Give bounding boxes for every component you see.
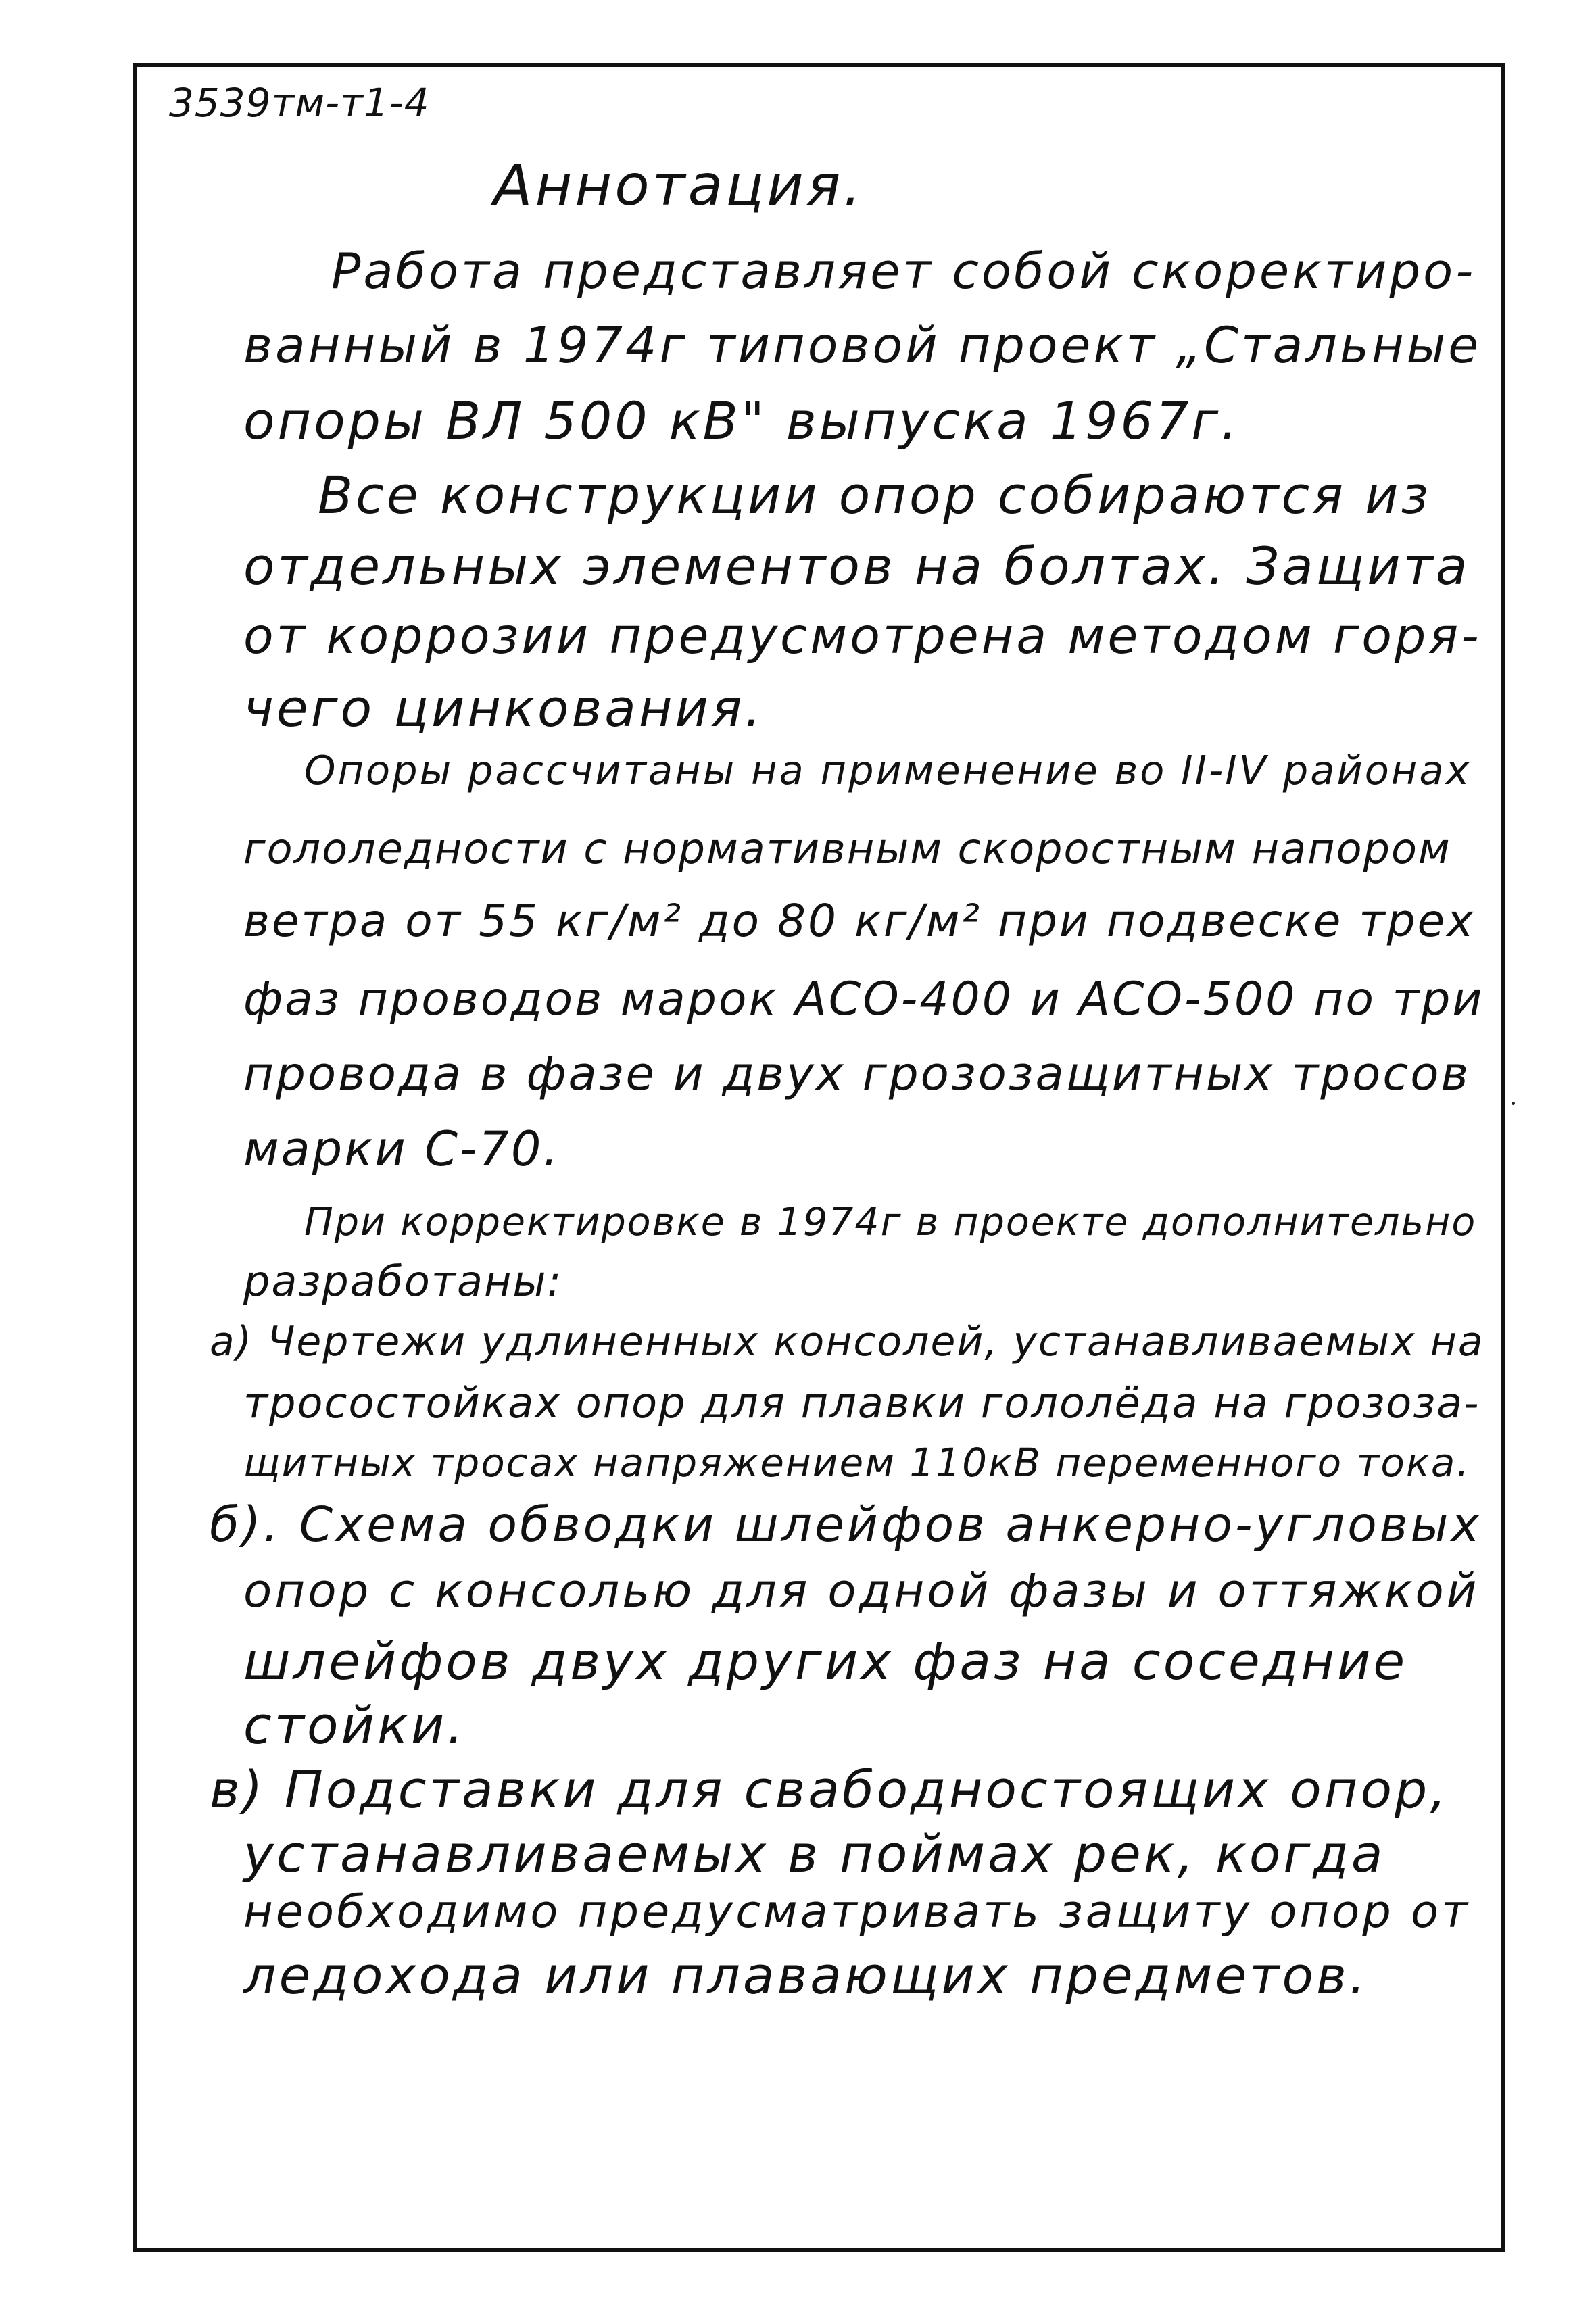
annotation-line: При корректировке в 1974г в проекте дополнительно: [304, 1200, 1477, 1244]
annotation-line: фаз проводов марок АСО-400 и АСО-500 по три: [243, 973, 1484, 1026]
annotation-line: провода в фазе и двух грозозащитных тросов: [243, 1047, 1471, 1101]
annotation-line: щитных тросах напряжением 110кВ переменного тока.: [243, 1440, 1470, 1486]
annotation-line: ледохода или плавающих предметов.: [243, 1945, 1368, 2005]
annotation-line: тросостойках опор для плавки гололёда на грозоза-: [243, 1378, 1480, 1428]
scan-speck: [1512, 1102, 1515, 1105]
list-item-a: а) Чертежи удлиненных консолей, устанавливаемых на: [210, 1318, 1484, 1365]
annotation-line: ветра от 55 кг/м² до 80 кг/м² при подвеске трех: [243, 895, 1476, 947]
annotation-line: разработаны:: [243, 1257, 563, 1306]
annotation-line: устанавливаемых в поймах рек, когда: [243, 1824, 1386, 1884]
annotation-line: опоры ВЛ 500 кВ" выпуска 1967г.: [243, 391, 1240, 451]
annotation-line: от коррозии предусмотрена методом горя-: [243, 608, 1482, 665]
annotation-line: отдельных элементов на болтах. Защита: [243, 536, 1470, 596]
annotation-line: стойки.: [243, 1695, 466, 1755]
annotation-line: опор с консолью для одной фазы и оттяжкой: [243, 1564, 1480, 1618]
annotation-line: чего цинкования.: [243, 678, 764, 738]
annotation-line: гололедности с нормативным скоростным напором: [243, 824, 1451, 873]
annotation-line: ванный в 1974г типовой проект „Стальные: [243, 317, 1482, 374]
annotation-line: Все конструкции опор собираются из: [318, 465, 1431, 525]
annotation-line: необходимо предусматривать защиту опор от: [243, 1885, 1471, 1938]
annotation-line: марки С-70.: [243, 1121, 560, 1177]
annotation-line: шлейфов двух других фаз на соседние: [243, 1631, 1408, 1691]
document-code: 3539тм-т1-4: [169, 80, 430, 126]
list-item-b: б). Схема обводки шлейфов анкерно-угловых: [210, 1496, 1482, 1553]
annotation-line: Опоры рассчитаны на применение во II-IV районах: [304, 747, 1472, 794]
annotation-line: Работа представляет собой скоректиро-: [331, 243, 1476, 299]
document-title: Аннотация.: [493, 152, 865, 218]
list-item-v: в) Подставки для свабодностоящих опор,: [210, 1759, 1449, 1820]
